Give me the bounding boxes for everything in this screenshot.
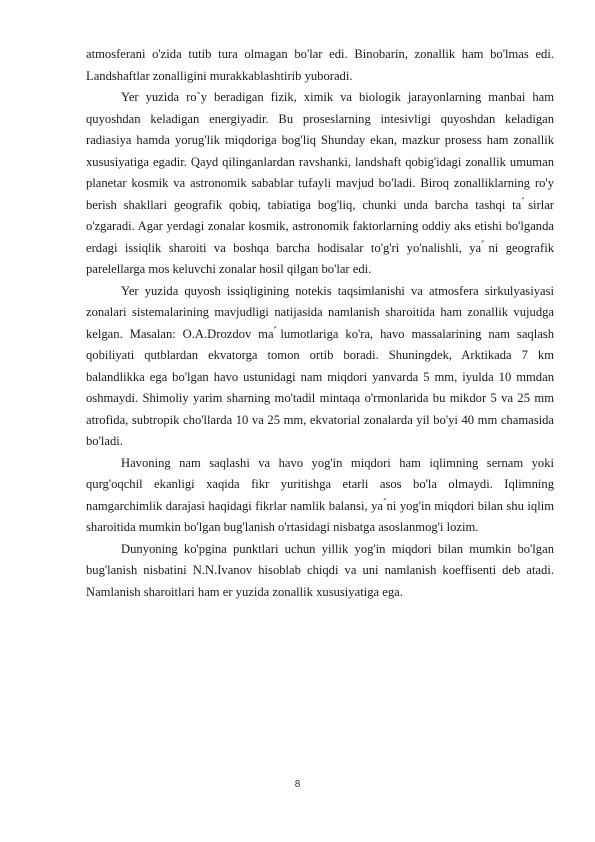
page-number: 8 [294, 779, 301, 790]
document-body [86, 44, 554, 603]
paragraph-humidity-balance: Havoning nam saqlashi va havo yog'in miqdori ham iqlimning sernam yoki qurg'oqchil ekanligi xaqida fikr yuritishga etarli asos bo'la olmaydi. Iqlimning namgarchimlik darajasi haqidagi fikrlar namlik balansi, ya ́ni yog'in miqdori bilan shu iqlim sharoitida mumkin bo'lgan bug'lanish o'rtasidagi nisbatga asoslanmog'i lozim. [86, 455, 554, 534]
paragraph-moisture-zonality: Yer yuzida quyosh issiqligining notekis taqsimlanishi va atmosfera sirkulyasiyasi zonalari sistemalarining mavjudligi natijasida namlanish sharoitida ham zonallik vujudga kelgan. Masalan: O.A.Drozdov ma ́lumotlariga ko'ra, havo massalarining nam saqlash qobiliyati qutblardan ekvatorga tomon ortib boradi. Shuningdek, Arktikada 7 km balandlikka ega bo'lgan havo ustunidagi nam miqdori yanvarda 5 mm, iyulda 10 mmdan oshmaydi. Shimoliy yarim sharning mo'tadil mintaqa o'rmonlarida bu mikdor 5 va 25 mm atrofida, subtropik cho'llarda 10 va 25 mm, ekvatorial zonalarda yil bo'yi 40 mm chamasida bo'ladi. [86, 283, 554, 448]
paragraph-continuation: atmosferani o'zida tutib tura olmagan bo'lar edi. Binobarin, zonallik ham bo'lmas edi. Landshaftlar zonalligini murakkablashtirib yuboradi. [86, 47, 554, 83]
paragraph-moisture-coefficient: Dunyoning ko'pgina punktlari uchun yillik yog'in miqdori bilan mumkin bo'lgan bug'lanish nisbatini N.N.Ivanov hisoblab chiqdi va uni namlanish koeffisenti deb atadi. Namlanish sharoitlari ham er yuzida zonallik xususiyatiga ega. [86, 541, 554, 599]
paragraph-energy-source: Yer yuzida ro`y beradigan fizik, ximik va biologik jarayonlarning manbai ham quyoshdan keladigan energiyadir. Bu proseslarning intesivligi quyoshdan keladigan radiasiya hamda yorug'lik miqdoriga bog'liq Shunday ekan, mazkur prosess ham zonallik xususiyatiga egadir. Qayd qilinganlardan ravshanki, landshaft qobig'idagi zonallik umuman planetar kosmik va astronomik sabablar tufayli mavjud bo'ladi. Biroq zonalliklarning ro'y berish shakllari geografik qobiq, tabiatiga bog'liq, chunki unda barcha tashqi ta ́sirlar o'zgaradi. Agar yerdagi zonalar kosmik, astronomik faktorlarning oddiy aks etishi bo'lganda erdagi issiqlik sharoiti va boshqa barcha hodisalar to'g'ri yo'nalishli, ya ́ni geografik parelellarga mos keluvchi zonalar hosil qilgan bo'lar edi. [86, 90, 554, 276]
